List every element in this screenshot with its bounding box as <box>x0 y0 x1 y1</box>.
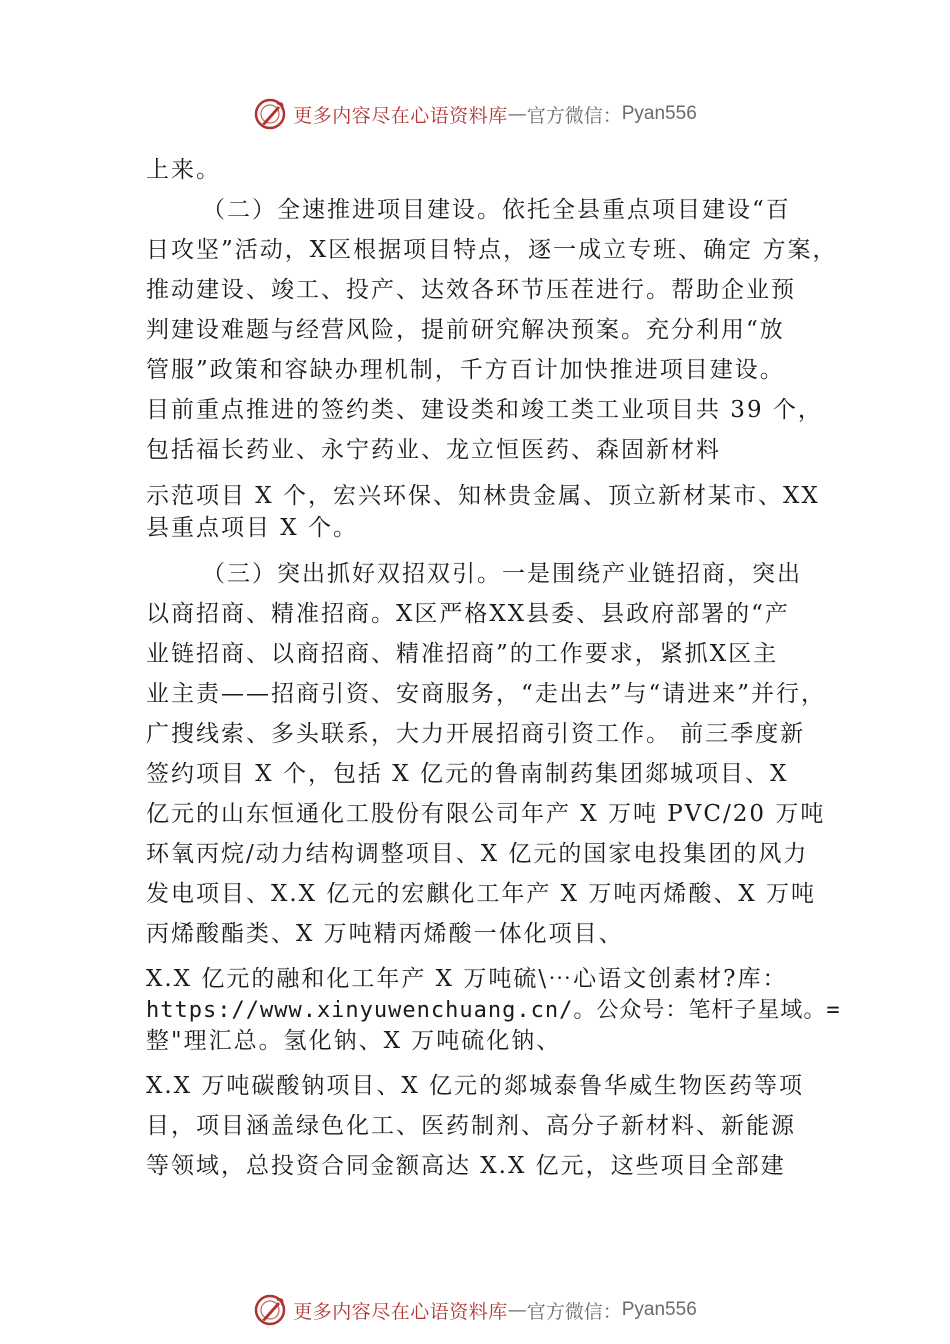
text-line: 目前重点推进的签约类、建设类和竣工类工业项目共 39 个， <box>146 397 823 423</box>
document-body <box>146 150 846 1186</box>
section-heading-line: （三）突出抓好双招双引。一是围绕产业链招商，突出 <box>202 561 802 587</box>
text-line: 管服”政策和容缺办理机制，千方百计加快推进项目建设。 <box>146 357 785 383</box>
text-line: 签约项目 X 个，包括 X 亿元的鲁南制药集团郯城项目、X <box>146 761 789 787</box>
text-line: X.X 万吨碳酸钠项目、X 亿元的郯城泰鲁华威生物医药等项 <box>146 1073 805 1099</box>
text-line: 判建设难题与经营风险，提前研究解决预案。充分利用“放 <box>146 317 785 343</box>
banner-title: 更多内容尽在心语资料库 <box>293 104 508 127</box>
header-banner <box>0 94 950 134</box>
text-line: 以商招商、精准招商。X区严格XX县委、县政府部署的“产 <box>146 601 790 627</box>
banner-wechat-label: 官方微信： <box>526 1300 622 1323</box>
text-line: 亿元的山东恒通化工股份有限公司年产 X 万吨 PVC/20 万吨 <box>146 801 826 827</box>
banner-title: 更多内容尽在心语资料库 <box>293 1300 508 1323</box>
banner-wechat-id: Pyan556 <box>621 1299 697 1320</box>
quill-logo-icon <box>253 1293 287 1327</box>
text-line: 推动建设、竣工、投产、达效各环节压茬进行。帮助企业预 <box>146 277 796 303</box>
text-line: X.X 亿元的融和化工年产 X 万吨硫\⋯心语文创素材?库： <box>146 966 788 992</box>
text-line: 整"理汇总。氢化钠、X 万吨硫化钠、 <box>146 1028 562 1054</box>
banner-dash: — <box>507 1299 527 1321</box>
text-line: 示范项目 X 个，宏兴环保、知林贵金属、顶立新材某市、XX <box>146 483 820 509</box>
text-line: 日攻坚”活动，X区根据项目特点，逐一成立专班、确定 方案， <box>146 237 838 263</box>
text-line: 业链招商、以商招商、精准招商”的工作要求，紧抓X区主 <box>146 641 779 667</box>
text-line: 丙烯酸酯类、X 万吨精丙烯酸一体化项目、 <box>146 921 624 947</box>
text-line: 环氧丙烷/动力结构调整项目、X 亿元的国家电投集团的风力 <box>146 841 809 867</box>
footer-banner <box>0 1290 950 1330</box>
text-line: 上来。 <box>146 157 221 183</box>
section-heading-line: （二）全速推进项目建设。依托全县重点项目建设“百 <box>202 197 791 223</box>
text-line: 等领域，总投资合同金额高达 X.X 亿元，这些项目全部建 <box>146 1153 786 1179</box>
text-line: 业主责——招商引资、安商服务，“走出去”与“请进来”并行， <box>146 681 827 707</box>
quill-logo-icon <box>253 97 287 131</box>
text-line: 广搜线索、多头联系，大力开展招商引资工作。 前三季度新 <box>146 721 806 747</box>
text-line: 县重点项目 X 个。 <box>146 515 358 541</box>
banner-wechat-id: Pyan556 <box>621 103 697 124</box>
url-line: https://www.xinyuwenchuang.cn/。公众号：笔杆子星域。= <box>146 998 841 1023</box>
text-line: 包括福长药业、永宁药业、龙立恒医药、森固新材料 <box>146 437 721 463</box>
banner-dash: — <box>507 103 527 125</box>
banner-wechat-label: 官方微信： <box>526 104 622 127</box>
text-line: 发电项目、X.X 亿元的宏麒化工年产 X 万吨丙烯酸、X 万吨 <box>146 881 817 907</box>
text-line: 目，项目涵盖绿色化工、医药制剂、高分子新材料、新能源 <box>146 1113 796 1139</box>
